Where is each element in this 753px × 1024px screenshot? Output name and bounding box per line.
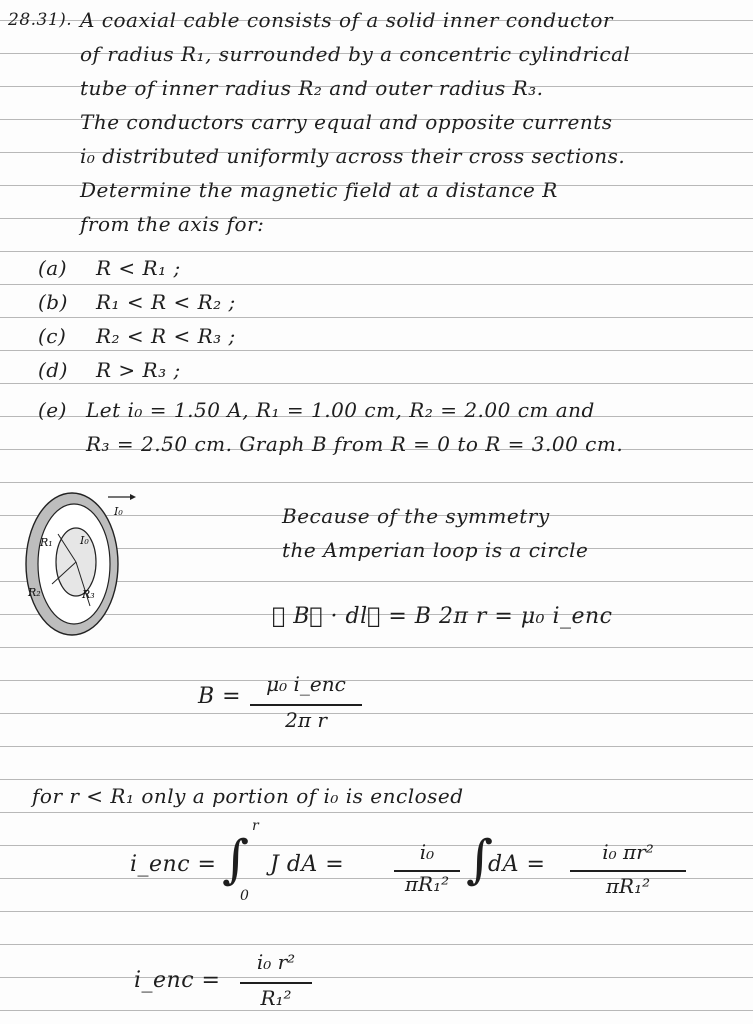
problem-line-4: The conductors carry equal and opposite currents — [80, 110, 613, 134]
part-b-label: (b) — [38, 290, 68, 314]
integrand-da: dA = — [488, 852, 546, 877]
symmetry-note-2: the Amperian loop is a circle — [282, 538, 589, 562]
part-a-text: R < R₁ ; — [96, 256, 181, 280]
problem-line-6: Determine the magnetic field at a distance R — [80, 178, 558, 202]
part-c-text: R₂ < R < R₃ ; — [96, 324, 236, 348]
coefficient-denominator: πR₁² — [404, 872, 450, 896]
arrow-head-icon — [130, 494, 136, 500]
part-e-text: Let i₀ = 1.50 A, R₁ = 1.00 cm, R₂ = 2.00 cm and — [86, 398, 595, 422]
final-fraction-bar — [240, 982, 312, 984]
problem-number: 28.31). — [8, 10, 73, 30]
integrand-jda: J dA = — [270, 852, 345, 877]
b-field-fraction-bar — [250, 704, 362, 706]
result-numerator: i₀ πr² — [602, 840, 654, 864]
part-d-text: R > R₃ ; — [96, 358, 181, 382]
problem-line-3: tube of inner radius R₂ and outer radius R₃. — [80, 76, 544, 100]
ampere-law-equation: ∮ B⃗ · dl⃗ = B 2π r = μ₀ i_enc — [272, 604, 613, 629]
integral-upper-limit: r — [252, 818, 259, 834]
label-i0-top: I₀ — [114, 505, 123, 518]
label-r2: R₂ — [28, 586, 41, 599]
part-e-label: (e) — [38, 398, 67, 422]
final-ienc-lhs: i_enc = — [134, 968, 221, 993]
symmetry-note-1: Because of the symmetry — [282, 504, 550, 528]
part-c-label: (c) — [38, 324, 67, 348]
part-b-text: R₁ < R < R₂ ; — [96, 290, 236, 314]
integral-sign-1: ∫ — [222, 830, 250, 890]
problem-line-5: i₀ distributed uniformly across their cross sections. — [80, 144, 626, 168]
ienc-lhs: i_enc = — [130, 852, 217, 877]
final-denominator: R₁² — [260, 986, 292, 1010]
label-r3: R₃ — [82, 588, 95, 601]
label-r1: R₁ — [40, 536, 53, 549]
result-fraction-bar — [570, 870, 686, 872]
problem-line-7: from the axis for: — [80, 212, 265, 236]
result-denominator: πR₁² — [605, 874, 651, 898]
label-i0-inner: I₀ — [80, 534, 89, 547]
integral-lower-limit: 0 — [240, 888, 249, 904]
coefficient-numerator: i₀ — [419, 840, 435, 864]
part-a-label: (a) — [38, 256, 68, 280]
coaxial-cable-figure — [22, 486, 154, 638]
b-field-numerator: μ₀ i_enc — [266, 672, 346, 696]
b-field-lhs: B = — [198, 684, 242, 709]
b-field-denominator: 2π r — [285, 708, 327, 732]
part-d-label: (d) — [38, 358, 68, 382]
problem-line-2: of radius R₁, surrounded by a concentric cylindrical — [80, 42, 631, 66]
integral-sign-2: ∫ — [466, 830, 494, 890]
final-numerator: i₀ r² — [256, 950, 296, 974]
part-e-continued: R₃ = 2.50 cm. Graph B from R = 0 to R = 3.00 cm. — [86, 432, 624, 456]
portion-statement: for r < R₁ only a portion of i₀ is enclosed — [32, 784, 464, 808]
problem-line-1: A coaxial cable consists of a solid inner conductor — [80, 8, 613, 32]
